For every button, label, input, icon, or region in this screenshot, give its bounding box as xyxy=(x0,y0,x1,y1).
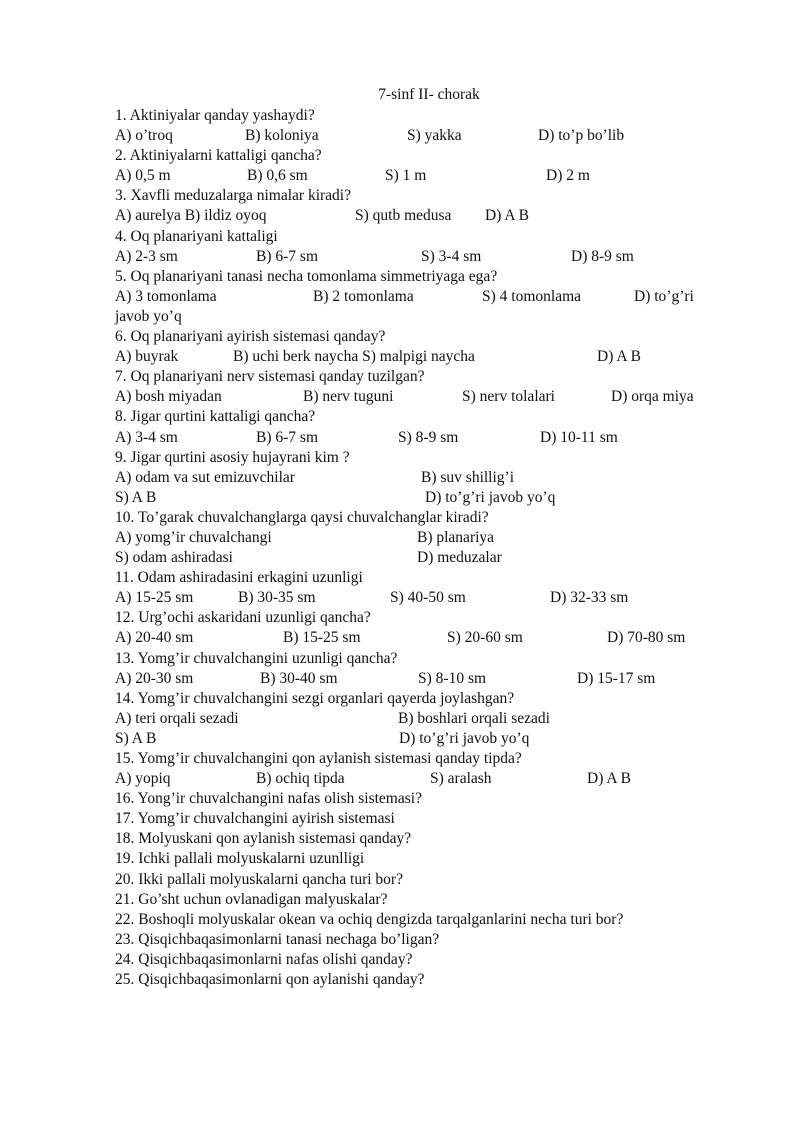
answer-option: A) buyrak xyxy=(115,348,179,366)
question-line: 24. Qisqichbaqasimonlarni nafas olishi qanday? xyxy=(115,950,413,968)
answer-option: S) nerv tolalari xyxy=(462,388,555,406)
question-line: 6. Oq planariyani ayirish sistemasi qanday? xyxy=(115,328,386,346)
question-line: 22. Boshoqli molyuskalar okean va ochiq dengizda tarqalganlarini necha turi bor? xyxy=(115,910,624,928)
answer-options xyxy=(115,709,775,729)
answer-option: B) koloniya xyxy=(245,127,319,145)
answer-option: S) 4 tomonlama xyxy=(482,287,582,305)
answer-option: D) orqa miya xyxy=(611,388,694,406)
question-line: 12. Urg’ochi askaridani uzunligi qancha? xyxy=(115,609,371,627)
answer-option: B) 6-7 sm xyxy=(256,428,318,446)
answer-option: S) A B xyxy=(115,729,157,747)
answer-option: D) 32-33 sm xyxy=(550,589,629,607)
answer-option: S) qutb medusa xyxy=(355,207,452,225)
answer-option: S) 3-4 sm xyxy=(421,247,482,265)
answer-option: S) 8-9 sm xyxy=(398,428,459,446)
question-line: 14. Yomg’ir chuvalchangini sezgi organlari qayerda joylashgan? xyxy=(115,689,515,707)
answer-option: A) yomg’ir chuvalchangi xyxy=(115,528,272,546)
answer-option: B) 2 tomonlama xyxy=(313,287,414,305)
answer-option: A) teri orqali sezadi xyxy=(115,709,239,727)
question-line: 2. Aktiniyalarni kattaligi qancha? xyxy=(115,147,322,165)
answer-options xyxy=(115,528,775,548)
answer-options xyxy=(115,387,775,407)
answer-option: S) odam ashiradasi xyxy=(115,549,233,567)
answer-option: B) boshlari orqali sezadi xyxy=(398,709,550,727)
question-line: 8. Jigar qurtini kattaligi qancha? xyxy=(115,408,316,426)
question-line: 11. Odam ashiradasini erkagini uzunligi xyxy=(115,569,363,587)
answer-option: D) 15-17 sm xyxy=(577,669,656,687)
answer-option: D) 2 m xyxy=(546,167,590,185)
answer-options xyxy=(115,729,775,749)
question-line: 7. Oq planariyani nerv sistemasi qanday tuzilgan? xyxy=(115,368,425,386)
answer-option: A) 0,5 m xyxy=(115,167,171,185)
answer-option: S) 8-10 sm xyxy=(418,669,487,687)
answer-option: A) o’troq xyxy=(115,127,173,145)
answer-option: B) suv shillig’i xyxy=(421,468,515,486)
answer-option: B) 6-7 sm xyxy=(256,247,318,265)
answer-option: S) 1 m xyxy=(385,167,427,185)
answer-option: B) planariya xyxy=(417,528,495,546)
question-line: 18. Molyuskani qon aylanish sistemasi qanday? xyxy=(115,830,412,848)
answer-option: D) meduzalar xyxy=(417,549,502,567)
answer-option: D) to’g’ri javob yo’q xyxy=(425,488,556,506)
answer-option: A) 15-25 sm xyxy=(115,589,194,607)
answer-options xyxy=(115,628,775,648)
question-line: 16. Yong’ir chuvalchangini nafas olish sistemasi? xyxy=(115,790,422,808)
answer-option: S) 40-50 sm xyxy=(390,589,466,607)
question-line: 21. Go’sht uchun ovlanadigan malyuskalar? xyxy=(115,890,388,908)
answer-options xyxy=(115,769,775,789)
answer-option: D) A B xyxy=(587,770,631,788)
answer-option: A) yopiq xyxy=(115,770,171,788)
question-line: 20. Ikki pallali molyuskalarni qancha turi bor? xyxy=(115,870,403,888)
answer-option: B) nerv tuguni xyxy=(303,388,394,406)
answer-option: A) 20-30 sm xyxy=(115,669,194,687)
question-line: 5. Oq planariyani tanasi necha tomonlama simmetriyaga ega? xyxy=(115,267,498,285)
answer-options xyxy=(115,548,775,568)
question-line: 9. Jigar qurtini asosiy hujayrani kim ? xyxy=(115,448,350,466)
answer-option: A) 2-3 sm xyxy=(115,247,178,265)
answer-options xyxy=(115,166,775,186)
question-list xyxy=(115,106,775,990)
answer-option: D) to’g’ri xyxy=(634,287,694,305)
answer-options xyxy=(115,468,775,488)
question-line: 19. Ichki pallali molyuskalarni uzunlligi xyxy=(115,850,365,868)
answer-option: A) 3-4 sm xyxy=(115,428,178,446)
answer-options xyxy=(115,428,775,448)
answer-option: A) aurelya B) ildiz oyoq xyxy=(115,207,267,225)
answer-options xyxy=(115,488,775,508)
answer-options xyxy=(115,347,775,367)
answer-option: B) 0,6 sm xyxy=(247,167,308,185)
answer-options xyxy=(115,287,775,307)
answer-option: D) to’g’ri javob yo’q xyxy=(399,729,530,747)
question-line: 17. Yomg’ir chuvalchangini ayirish sistemasi xyxy=(115,810,395,828)
answer-options xyxy=(115,588,775,608)
answer-option: A) odam va sut emizuvchilar xyxy=(115,468,295,486)
question-line: 25. Qisqichbaqasimonlarni qon aylanishi qanday? xyxy=(115,971,425,989)
answer-option: D) 70-80 sm xyxy=(607,629,686,647)
question-line: javob yo’q xyxy=(115,307,182,325)
question-line: 23. Qisqichbaqasimonlarni tanasi nechaga bo’ligan? xyxy=(115,930,440,948)
answer-option: B) 15-25 sm xyxy=(283,629,361,647)
answer-option: A) bosh miyadan xyxy=(115,388,222,406)
answer-options xyxy=(115,126,775,146)
answer-option: B) 30-40 sm xyxy=(260,669,338,687)
page-title: 7-sinf II- chorak xyxy=(378,86,480,103)
question-line: 3. Xavfli meduzalarga nimalar kiradi? xyxy=(115,187,351,205)
answer-option: D) 8-9 sm xyxy=(571,247,634,265)
question-line: 13. Yomg’ir chuvalchangini uzunligi qancha? xyxy=(115,649,398,667)
answer-options xyxy=(115,669,775,689)
answer-option: D) A B xyxy=(597,348,641,366)
answer-option: D) to’p bo’lib xyxy=(538,127,625,145)
question-line: 1. Aktiniyalar qanday yashaydi? xyxy=(115,107,315,124)
answer-option: S) 20-60 sm xyxy=(447,629,523,647)
answer-option: B) uchi berk naycha S) malpigi naycha xyxy=(233,348,475,366)
question-line: 10. To’garak chuvalchanglarga qaysi chuvalchanglar kiradi? xyxy=(115,508,489,526)
answer-option: S) aralash xyxy=(430,770,492,788)
question-line: 15. Yomg’ir chuvalchangini qon aylanish sistemasi qanday tipda? xyxy=(115,750,522,767)
answer-option: A) 3 tomonlama xyxy=(115,287,217,305)
answer-option: S) yakka xyxy=(407,127,462,145)
answer-option: A) 20-40 sm xyxy=(115,629,194,647)
answer-option: D) 10-11 sm xyxy=(540,428,618,446)
answer-options xyxy=(115,206,775,226)
answer-option: D) A B xyxy=(485,207,529,225)
question-line: 4. Oq planariyani kattaligi xyxy=(115,227,278,245)
answer-options xyxy=(115,247,775,267)
answer-option: B) 30-35 sm xyxy=(238,589,316,607)
answer-option: S) A B xyxy=(115,488,157,506)
answer-option: B) ochiq tipda xyxy=(256,770,345,788)
